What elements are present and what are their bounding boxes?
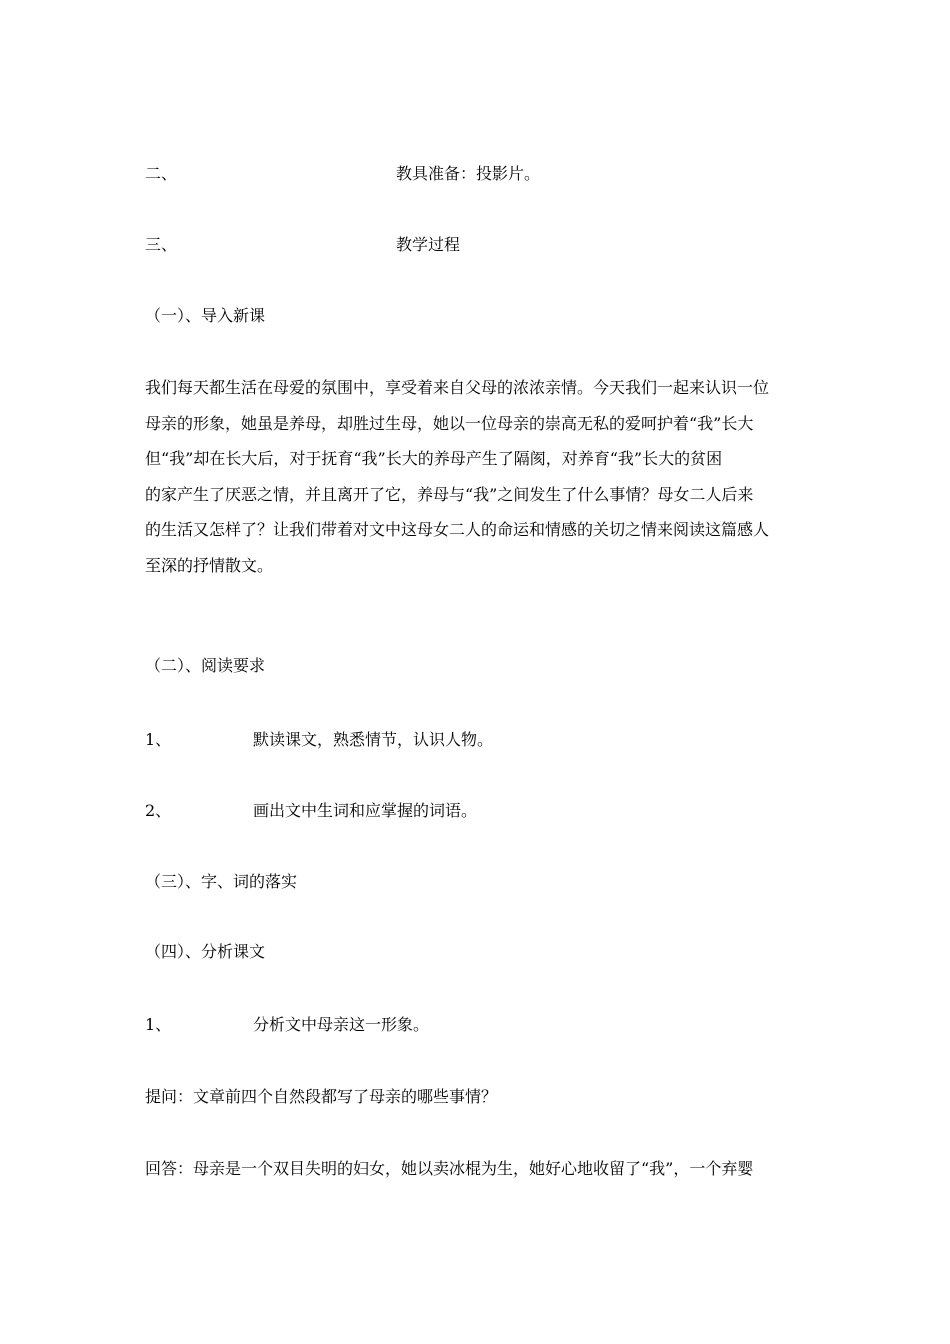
item-text: 分析文中母亲这一形象。 [253, 1015, 430, 1034]
paragraph-line: 我们每天都生活在母爱的氛围中，享受着来自父母的浓浓亲情。今天我们一起来认识一位 [145, 378, 770, 397]
reading-item-2 [145, 799, 477, 823]
item-number: 2、 [145, 801, 172, 820]
section-text: 教学过程 [396, 235, 461, 254]
paragraph-line: 母亲的形象，她虽是养母，却胜过生母，她以一位母亲的崇高无私的爱呵护着“我”长大 [145, 413, 754, 433]
intro-paragraph [145, 370, 810, 583]
section-text: 教具准备：投影片。 [396, 164, 541, 183]
item-number: 1、 [145, 730, 172, 749]
paragraph-line: 但“我”却在长大后，对于抚育“我”长大的养母产生了隔阂，对养育“我”长大的贫困 [145, 449, 723, 468]
answer-line: 回答：母亲是一个双目失明的妇女，她以卖冰棍为生，她好心地收留了“我”，一个弃婴 [145, 1159, 754, 1178]
item-text: 默读课文，熟悉情节，认识人物。 [253, 730, 494, 749]
reading-item-1 [145, 728, 493, 752]
analysis-item-1 [145, 1013, 429, 1037]
section-three [145, 233, 460, 257]
question-line: 提问：文章前四个自然段都写了母亲的哪些事情？ [145, 1087, 498, 1106]
section-number: 二、 [145, 164, 178, 183]
part4-title: （四）、分析课文 [145, 942, 266, 961]
part1-title: （一）、导入新课 [145, 306, 266, 325]
section-number: 三、 [145, 235, 178, 254]
item-text: 画出文中生词和应掌握的词语。 [253, 801, 478, 820]
item-number: 1、 [145, 1015, 172, 1034]
paragraph-line: 的家产生了厌恶之情，并且离开了它，养母与“我”之间发生了什么事情？母女二人后来 [145, 484, 754, 504]
paragraph-line: 至深的抒情散文。 [145, 555, 274, 575]
part3-title: （三）、字、词的落实 [145, 872, 298, 891]
section-two [145, 162, 540, 186]
paragraph-line: 的生活又怎样了？让我们带着对文中这母女二人的命运和情感的关切之情来阅读这篇感人 [145, 520, 770, 539]
part2-title: （二）、阅读要求 [145, 656, 266, 675]
